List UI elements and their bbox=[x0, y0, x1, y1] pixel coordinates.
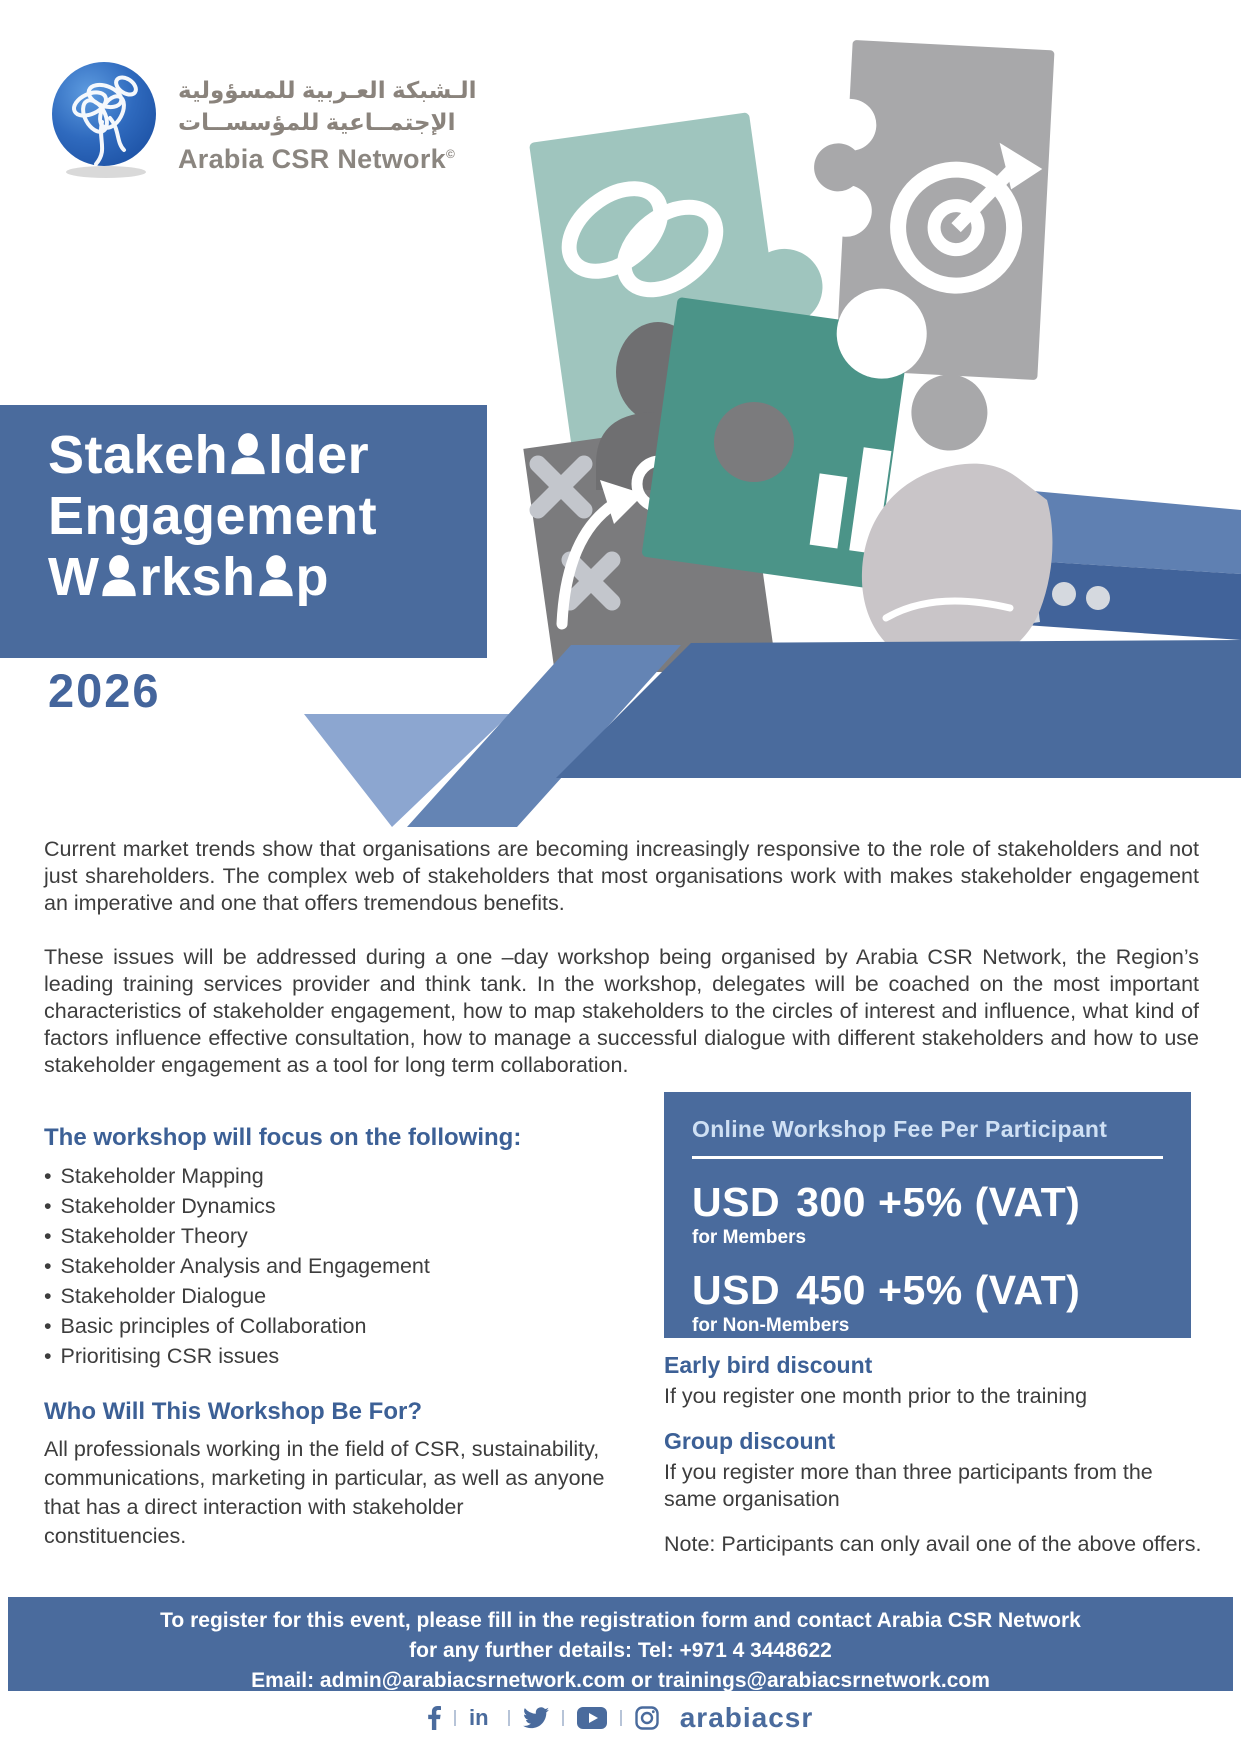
focus-item: • Basic principles of Collaboration bbox=[44, 1311, 609, 1341]
fee-box bbox=[664, 1092, 1191, 1338]
twitter-icon[interactable] bbox=[523, 1707, 549, 1729]
group-discount-body: If you register more than three participants from the same organisation bbox=[664, 1460, 1153, 1511]
focus-item: • Prioritising CSR issues bbox=[44, 1341, 609, 1371]
focus-list bbox=[44, 1161, 609, 1371]
intro-paragraph-2: These issues will be addressed during a one –day workshop being organised by Arabia CSR Network, the Region’s leading training services provider and think tank. In the workshop, delegates will be coached on the most important characteristics of stakeholder engagement, how to map stakeholders to the circles of interest and influence, what kind of factors influence effective consultation, how to manage a successful dialogue with different stakeholders and how to use stakeholder engagement as a tool for long term collaboration. bbox=[44, 945, 1199, 1077]
logo-text bbox=[178, 58, 476, 175]
page-title-line1: Stakeh lder bbox=[48, 425, 370, 485]
focus-heading: The workshop will focus on the following: bbox=[44, 1124, 522, 1151]
page-title-line2: Engagement bbox=[48, 486, 378, 546]
year-label: 2026 bbox=[48, 664, 161, 717]
logo-arabic-line1: الـشبكة العـربية للمسؤولية bbox=[178, 77, 477, 103]
svg-text:in: in bbox=[468, 1706, 489, 1730]
social-row bbox=[0, 1702, 1241, 1734]
focus-item: • Stakeholder Mapping bbox=[44, 1161, 609, 1191]
early-bird-body: If you register one month prior to the training bbox=[664, 1384, 1088, 1408]
focus-item: • Stakeholder Theory bbox=[44, 1221, 609, 1251]
fee-box-header: Online Workshop Fee Per Participant bbox=[692, 1116, 1108, 1142]
footer-line2: for any further details: Tel: +971 4 3448622 bbox=[409, 1639, 832, 1662]
footer-line3: Email: admin@arabiacsrnetwork.com or trainings@arabiacsrnetwork.com bbox=[251, 1669, 990, 1692]
person-icon bbox=[229, 431, 267, 477]
focus-section bbox=[44, 1124, 609, 1371]
discount-note: Note: Participants can only avail one of the above offers. bbox=[664, 1532, 1202, 1556]
puzzle-hand-graphic bbox=[462, 12, 1241, 672]
focus-item: • Stakeholder Dynamics bbox=[44, 1191, 609, 1221]
logo-arabic-line2: الإجتمــاعية للمؤسســات bbox=[178, 109, 456, 135]
person-icon bbox=[257, 553, 295, 599]
non-member-fee: USD 450 +5% (VAT) bbox=[692, 1267, 1081, 1313]
logo-name: Arabia CSR Network© bbox=[178, 144, 456, 174]
instagram-icon[interactable] bbox=[635, 1706, 659, 1730]
facebook-icon[interactable] bbox=[428, 1706, 441, 1730]
separator bbox=[620, 1710, 622, 1726]
fee-divider bbox=[692, 1156, 1163, 1159]
social-handle[interactable]: arabiacsr bbox=[679, 1702, 814, 1733]
discounts-section bbox=[664, 1352, 1209, 1576]
linkedin-icon[interactable] bbox=[469, 1706, 495, 1730]
focus-item: • Stakeholder Analysis and Engagement bbox=[44, 1251, 609, 1281]
separator bbox=[454, 1710, 456, 1726]
audience-heading: Who Will This Workshop Be For? bbox=[44, 1398, 422, 1425]
separator bbox=[562, 1710, 564, 1726]
member-fee-label: for Members bbox=[692, 1227, 807, 1248]
puzzle-knob bbox=[714, 402, 794, 482]
registration-footer bbox=[8, 1597, 1233, 1691]
separator bbox=[508, 1710, 510, 1726]
group-discount-heading: Group discount bbox=[664, 1428, 836, 1454]
footer-line1: To register for this event, please fill in the registration form and contact Arabia CSR Network bbox=[160, 1609, 1081, 1632]
member-fee: USD 300 +5% (VAT) bbox=[692, 1179, 1081, 1225]
page-title-line3: W rksh p bbox=[48, 547, 330, 607]
copyright-mark: © bbox=[445, 147, 456, 161]
non-member-fee-label: for Non-Members bbox=[692, 1315, 850, 1336]
logo bbox=[50, 58, 476, 180]
arabia-csr-logo-icon bbox=[50, 58, 162, 180]
person-icon bbox=[100, 553, 138, 599]
intro-paragraph-1: Current market trends show that organisations are becoming increasingly responsive to the role of stakeholders and not just shareholders. The complex web of stakeholders that most organisations work with makes stakeholder engagement an imperative and one that offers tremendous benefits. bbox=[44, 837, 1199, 915]
youtube-icon[interactable] bbox=[577, 1707, 607, 1729]
early-bird-heading: Early bird discount bbox=[664, 1352, 873, 1378]
audience-body: All professionals working in the field of CSR, sustainability, communications, marketing in particular, as well as anyone that has a direct interaction with stakeholder constituencies. bbox=[44, 1437, 605, 1548]
focus-item: • Stakeholder Dialogue bbox=[44, 1281, 609, 1311]
intro-text bbox=[44, 836, 1199, 1106]
audience-section bbox=[44, 1398, 609, 1551]
ribbon-graphic bbox=[0, 600, 1241, 840]
